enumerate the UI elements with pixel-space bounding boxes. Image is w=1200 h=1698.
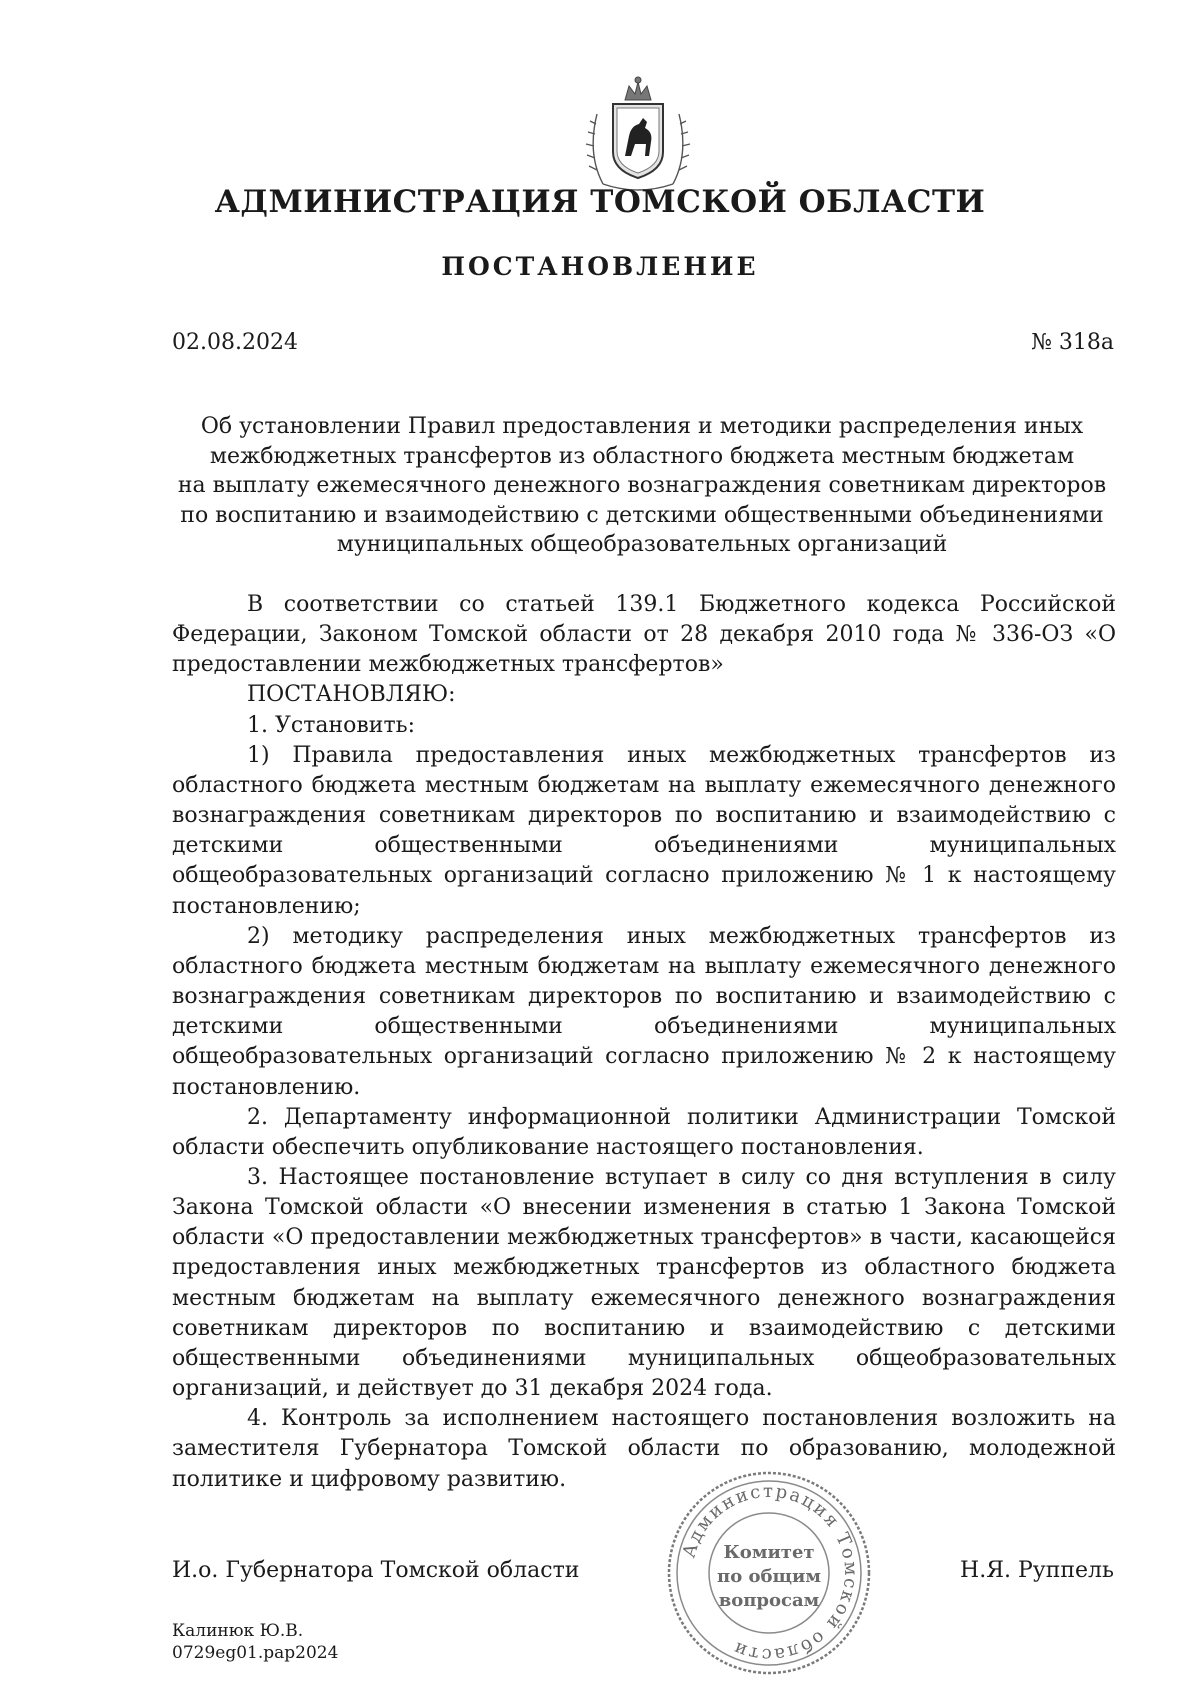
stamp-ring-text: Администрация Томской области	[678, 1480, 862, 1666]
official-stamp	[662, 1466, 876, 1680]
stamp-center-line: по общим	[717, 1566, 821, 1587]
organization-title: АДМИНИСТРАЦИЯ ТОМСКОЙ ОБЛАСТИ	[214, 184, 986, 220]
document-type: ПОСТАНОВЛЕНИЕ	[441, 252, 759, 281]
executor-name: Калинюк Ю.В.	[172, 1621, 304, 1641]
executor-file-code: 0729eg01.pap2024	[172, 1643, 339, 1663]
document-number: № 318а	[1031, 330, 1114, 355]
heading-line: по воспитанию и взаимодействию с детскими общественными объединениями	[180, 502, 1104, 528]
heading-line: муниципальных общеобразовательных организаций	[336, 532, 948, 558]
document-body	[172, 590, 1116, 1495]
item-1-2-paragraph: 2) методику распределения иных межбюджетных трансфертов из областного бюджета местным бюджетам на выплату ежемесячного денежного вознаграждения советникам директоров по воспитанию и взаимодействию с детскими общественными объединениями муниципальных общеобразовательных организаций согласно приложению № 2 к настоящему постановлению.	[172, 923, 1116, 1100]
heading-line: Об установлении Правил предоставления и методики распределения иных	[200, 414, 1084, 439]
document-heading	[170, 412, 1114, 560]
stamp-center-line: Комитет	[723, 1542, 815, 1563]
coat-of-arms-icon	[583, 74, 693, 196]
item-4-paragraph: 4. Контроль за исполнением настоящего постановления возложить на заместителя Губернатора Томской области по образованию, молодежной политике и цифровому развитию.	[172, 1406, 1116, 1492]
item-3-paragraph: 3. Настоящее постановление вступает в силу со дня вступления в силу Закона Томской области «О внесении изменения в статью 1 Закона Томской области «О предоставлении межбюджетных трансфертов» в части, касающейся предоставления иных межбюджетных трансфертов из областного бюджета местным бюджетам на выплату ежемесячного денежного вознаграждения советникам директоров по воспитанию и взаимодействию с детскими общественными объединениями муниципальных общеобразовательных организаций, и действует до 31 декабря 2024 года.	[172, 1164, 1116, 1402]
heading-line: межбюджетных трансфертов из областного бюджета местным бюджетам	[209, 443, 1075, 469]
heading-line: на выплату ежемесячного денежного вознаграждения советникам директоров	[177, 473, 1107, 499]
signatory-position: И.о. Губернатора Томской области	[172, 1558, 580, 1583]
preamble-paragraph: В соответствии со статьей 139.1 Бюджетного кодекса Российской Федерации, Законом Томской области от 28 декабря 2010 года № 336-ОЗ «О предоставлении межбюджетных трансфертов»	[172, 592, 1116, 678]
resolve-paragraph: ПОСТАНОВЛЯЮ:	[247, 682, 456, 708]
executor-block	[172, 1620, 338, 1664]
item-1-1-paragraph: 1) Правила предоставления иных межбюджетных трансфертов из областного бюджета местным бюджетам на выплату ежемесячного денежного вознаграждения советникам директоров по воспитанию и взаимодействию с детскими общественными объединениями муниципальных общеобразовательных организаций согласно приложению № 1 к настоящему постановлению;	[172, 742, 1116, 919]
document-date: 02.08.2024	[172, 330, 298, 355]
signatory-name: Н.Я. Руппель	[960, 1558, 1114, 1583]
item-2-paragraph: 2. Департаменту информационной политики Администрации Томской области обеспечить опубликование настоящего постановления.	[172, 1104, 1116, 1160]
item-1-paragraph: 1. Установить:	[247, 712, 416, 738]
stamp-center-line: вопросам	[718, 1590, 820, 1611]
